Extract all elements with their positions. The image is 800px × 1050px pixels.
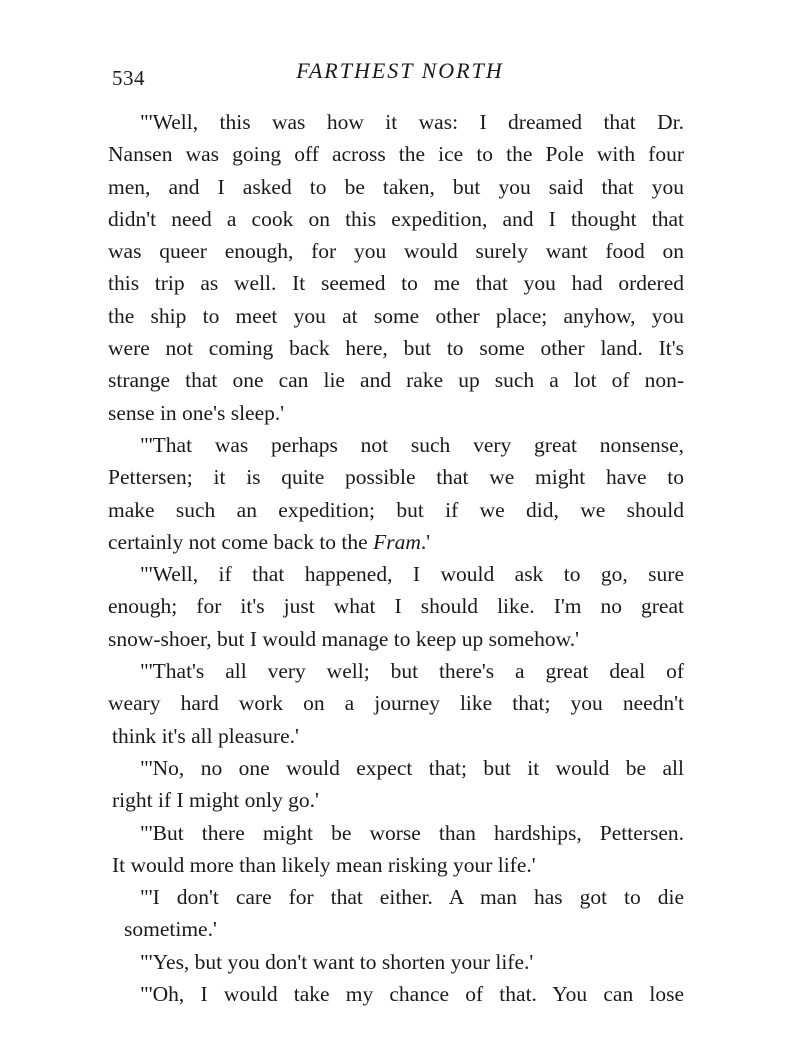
- text-line: snow-shoer, but I would manage to keep up somehow.': [108, 626, 579, 651]
- text-line: "'That was perhaps not such very great nonsense,: [140, 432, 684, 457]
- text-line: "'Well, if that happened, I would ask to go, sure: [140, 562, 684, 587]
- closing-quote: .': [420, 529, 431, 554]
- page-number: 534: [112, 66, 145, 90]
- text-line: "'That's all very well; but there's a great deal of: [140, 659, 684, 684]
- text-line: weary hard work on a journey like that; you needn't: [108, 691, 684, 716]
- text-line: were not coming back here, but to some other land. It's: [108, 336, 684, 361]
- text-line: make such an expedition; but if we did, we should: [108, 497, 684, 522]
- text-line: this trip as well. It seemed to me that you had ordered: [108, 271, 684, 296]
- text-line: was queer enough, for you would surely want food on: [108, 239, 684, 264]
- ship-name: Fram: [373, 529, 421, 554]
- text-line: [108, 526, 684, 558]
- body-text: [108, 106, 684, 1010]
- text-line: didn't need a cook on this expedition, and I thought that: [108, 206, 684, 231]
- text-line: "'No, no one would expect that; but it would be all: [140, 755, 684, 780]
- text-line: "'Yes, but you don't want to shorten your life.': [140, 949, 534, 974]
- text-line-start: certainly not come back to the: [108, 529, 374, 554]
- text-line: It would more than likely mean risking your life.': [112, 852, 536, 877]
- running-title: FARTHEST NORTH: [296, 58, 504, 83]
- text-line: enough; for it's just what I should like. I'm no great: [108, 594, 684, 619]
- text-line: think it's all pleasure.': [112, 723, 299, 748]
- text-line: sometime.': [124, 917, 217, 942]
- text-line: Nansen was going off across the ice to the Pole with four: [108, 142, 684, 167]
- text-line: men, and I asked to be taken, but you said that you: [108, 174, 684, 199]
- text-line: the ship to meet you at some other place; anyhow, you: [108, 303, 684, 328]
- text-line: sense in one's sleep.': [108, 400, 285, 425]
- text-line: Pettersen; it is quite possible that we might have to: [108, 465, 684, 490]
- text-line: "'Well, this was how it was: I dreamed that Dr.: [140, 110, 684, 134]
- text-line: "'I don't care for that either. A man has got to die: [140, 885, 684, 910]
- text-line: "'But there might be worse than hardships, Pettersen.: [140, 820, 684, 845]
- text-line: strange that one can lie and rake up such a lot of non-: [108, 368, 684, 393]
- text-line: "'Oh, I would take my chance of that. You can lose: [140, 982, 684, 1007]
- text-line: right if I might only go.': [112, 788, 319, 813]
